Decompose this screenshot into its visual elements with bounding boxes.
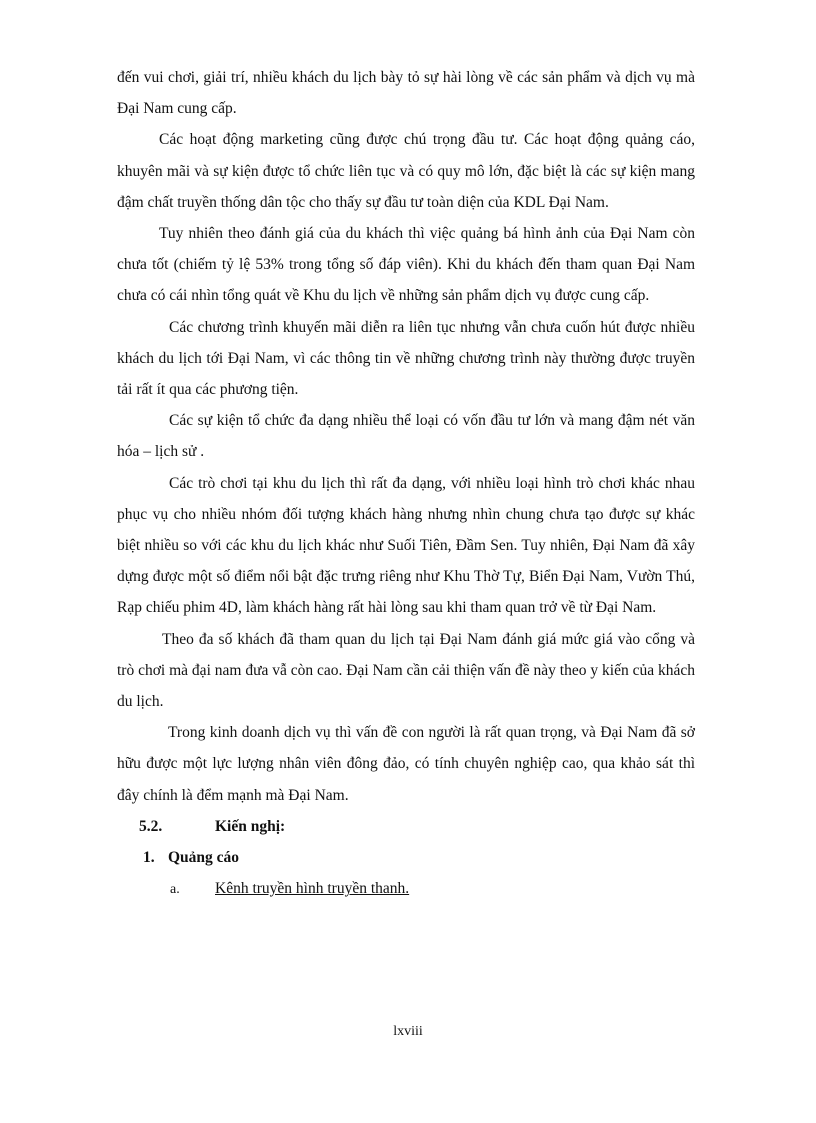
paragraph-7: Theo đa số khách đã tham quan du lịch tại Đại Nam đánh giá mức giá vào cổng và trò chơi mà đại nam đưa vẫ còn cao. Đại Nam cần cải thiện vấn đề này theo y kiến của khách du lịch. xyxy=(117,630,695,711)
paragraph-1: đến vui chơi, giải trí, nhiều khách du lịch bày tỏ sự hài lòng về các sản phẩm và dịch vụ mà Đại Nam cung cấp. xyxy=(117,69,695,118)
section-number: 5.2. xyxy=(139,817,163,835)
subsection-heading xyxy=(117,842,695,873)
list-item-heading xyxy=(117,873,695,905)
paragraph-4: Các chương trình khuyến mãi diễn ra liên tục nhưng vẫn chưa cuốn hút được nhiều khách du lịch tới Đại Nam, vì các thông tin về những chương trình này thường được truyền tải rất ít qua các phương tiện. xyxy=(117,318,695,399)
section-heading xyxy=(117,811,695,842)
section-title: Kiến nghị: xyxy=(215,817,286,835)
subsection-title: Quảng cáo xyxy=(168,849,240,867)
list-item-title: Kênh truyền hình truyền thanh. xyxy=(215,880,410,898)
paragraph-8: Trong kinh doanh dịch vụ thì vấn đề con người là rất quan trọng, và Đại Nam đã sở hữu được một lực lượng nhân viên đông đảo, có tính chuyên nghiệp cao, qua khảo sát thì đây chính là đểm mạnh mà Đại Nam. xyxy=(117,724,695,804)
paragraph-3: Tuy nhiên theo đánh giá của du khách thì việc quảng bá hình ảnh của Đại Nam còn chưa tốt (chiếm tỷ lệ 53% trong tổng số đáp viên). Khi du khách đến tham quan Đại Nam chưa có cái nhìn tổng quát về Khu du lịch về những sản phẩm dịch vụ được cung cấp. xyxy=(117,225,695,305)
page-number: lxviii xyxy=(393,1024,423,1039)
subsection-number: 1. xyxy=(143,849,155,867)
page-content xyxy=(117,62,695,905)
list-item-letter: a. xyxy=(170,882,180,898)
paragraph-6: Các trò chơi tại khu du lịch thì rất đa dạng, với nhiều loại hình trò chơi khác nhau phục vụ cho nhiều nhóm đối tượng khách hàng nhưng nhìn chung chưa tạo được sự khác biệt nhiều so với các khu du lịch khác như Suối Tiên, Đầm Sen. Tuy nhiên, Đại Nam đã xây dựng được một số điểm nổi bật đặc trưng riêng như Khu Thờ Tự, Biển Đại Nam, Vườn Thú, Rạp chiếu phim 4D, làm khách hàng rất hài lòng sau khi tham quan trở về từ Đại Nam. xyxy=(117,474,695,617)
paragraph-5: Các sự kiện tổ chức đa dạng nhiều thể loại có vốn đầu tư lớn và mang đậm nét văn hóa – lịch sử . xyxy=(117,412,695,461)
paragraph-2: Các hoạt động marketing cũng được chú trọng đầu tư. Các hoạt động quảng cáo, khuyên mãi và sự kiện được tổ chức liên tục và có quy mô lớn, đặc biệt là các sự kiện mang đậm chất truyền thống dân tộc cho thấy sự đầu tư toàn diện của KDL Đại Nam. xyxy=(117,131,695,211)
